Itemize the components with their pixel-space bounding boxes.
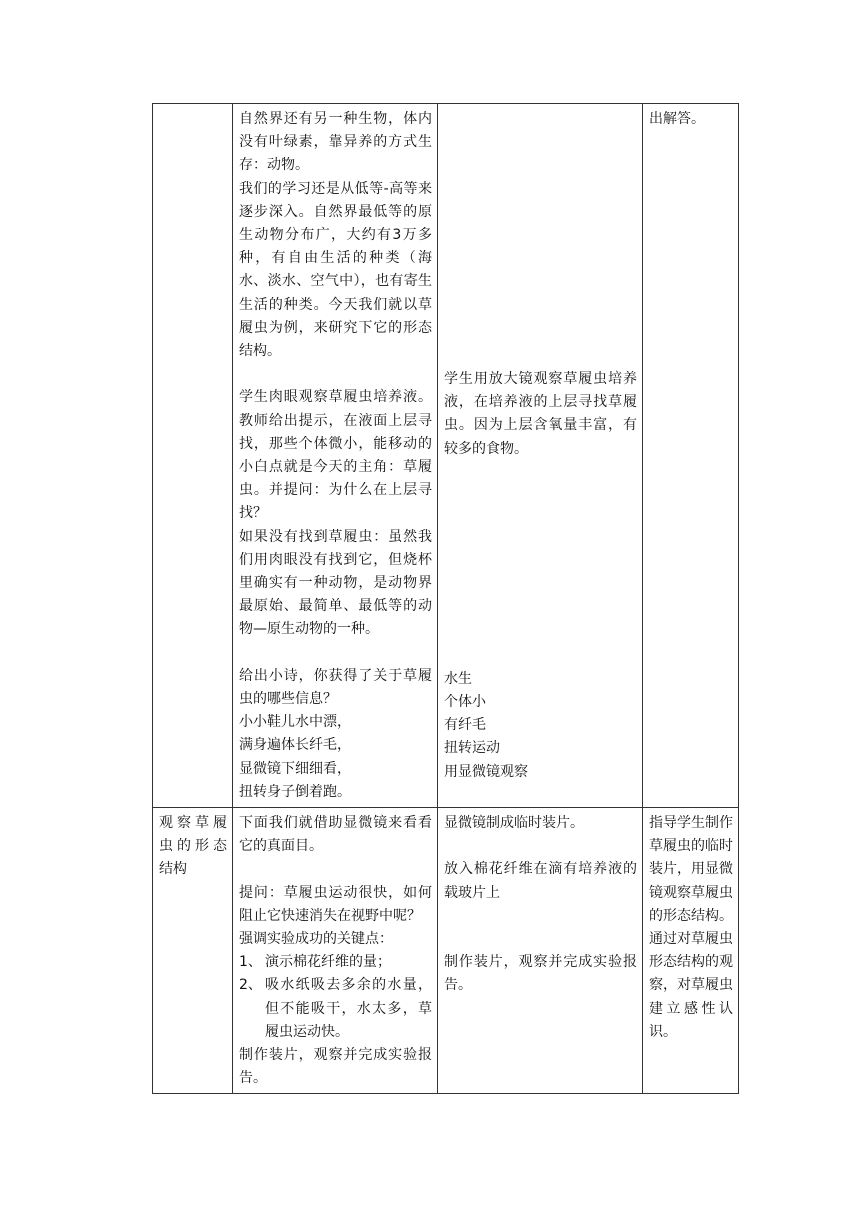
- info-item: 个体小: [444, 694, 486, 711]
- poem-line: 小小鞋儿水中漂，: [239, 714, 351, 731]
- info-item: 水生: [444, 670, 472, 687]
- intro-text: 自然界还有另一种生物，体内没有叶绿素，靠异养的方式生存：动物。: [239, 111, 432, 174]
- observe-text: 学生肉眼观察草履虫培养液。教师给出提示，在液面上层寻找，那些个体微小，能移动的小白点就是今天的主角：草履虫。并提问：为什么在上层寻找？: [239, 389, 432, 522]
- stage-cell: [153, 104, 233, 808]
- student-step: 显微镜制成临时装片。: [444, 815, 584, 832]
- student-activity-cell: [438, 104, 643, 808]
- student-step: 制作装片，观察并完成实验报告。: [444, 953, 637, 994]
- numbered-item: 1、 演示棉花纤维的量；: [239, 954, 391, 971]
- lead-text: 下面我们就借助显微镜来看看它的真面目。: [239, 815, 432, 855]
- stage-cell: [153, 808, 233, 1094]
- poem-line: 满身遍体长纤毛，: [239, 737, 351, 754]
- info-item: 扭转运动: [444, 740, 500, 757]
- magnify-text: 学生用放大镜观察草履虫培养液，在培养液的上层寻找草履虫。因为上层含氧量丰富，有较多的食物。: [444, 371, 637, 457]
- student-step: 放入棉花纤维在滴有培养液的载玻片上: [444, 861, 637, 901]
- notfound-text: 如果没有找到草履虫：虽然我们用肉眼没有找到它，但烧杯里确实有一种动物，是动物界最原始、最简单、最低等的动物—原生动物的一种。: [239, 528, 432, 638]
- teacher-activity-cell: [233, 808, 438, 1094]
- numbered-item: 2、 吸水纸吸去多余的水量，但不能吸干，水太多，草履虫运动快。: [239, 977, 432, 1040]
- poem-question: 给出小诗，你获得了关于草履虫的哪些信息？: [239, 667, 432, 708]
- poem-line: 显微镜下细细看，: [239, 760, 351, 777]
- design-intent-cell: [643, 808, 739, 1094]
- teacher-activity-cell: [233, 104, 438, 808]
- key-points-heading: 强调实验成功的关键点：: [239, 931, 393, 948]
- design-intent-cell: [643, 104, 739, 808]
- question-text: 提问：草履虫运动很快，如何阻止它快速消失在视野中呢？: [239, 884, 432, 924]
- info-item: 有纤毛: [444, 717, 486, 734]
- lesson-table: [152, 103, 739, 1094]
- info-item: 用显微镜观察: [444, 763, 528, 780]
- stage-title: 观察草履虫的形态结构: [159, 815, 227, 878]
- poem-line: 扭转身子倒着跑。: [239, 783, 351, 800]
- student-activity-cell: [438, 808, 643, 1094]
- table-row: [153, 104, 739, 808]
- make-slide-text: 制作装片，观察并完成实验报告。: [239, 1047, 432, 1087]
- design-intent-text: 指导学生制作草履虫的临时装片，用显微镜观察草履虫的形态结构。通过对草履虫形态结构的观察，对草履虫建立感性认识。: [649, 815, 733, 1040]
- table-row: [153, 808, 739, 1094]
- design-intent-text: 出解答。: [649, 111, 705, 127]
- study-text: 我们的学习还是从低等-高等来逐步深入。自然界最低等的原生动物分布广，大约有3万多种，有自由生活的种类（海水、淡水、空气中），也有寄生生活的种类。今天我们就以草履虫为例，来研究下它的形态结构。: [239, 180, 432, 360]
